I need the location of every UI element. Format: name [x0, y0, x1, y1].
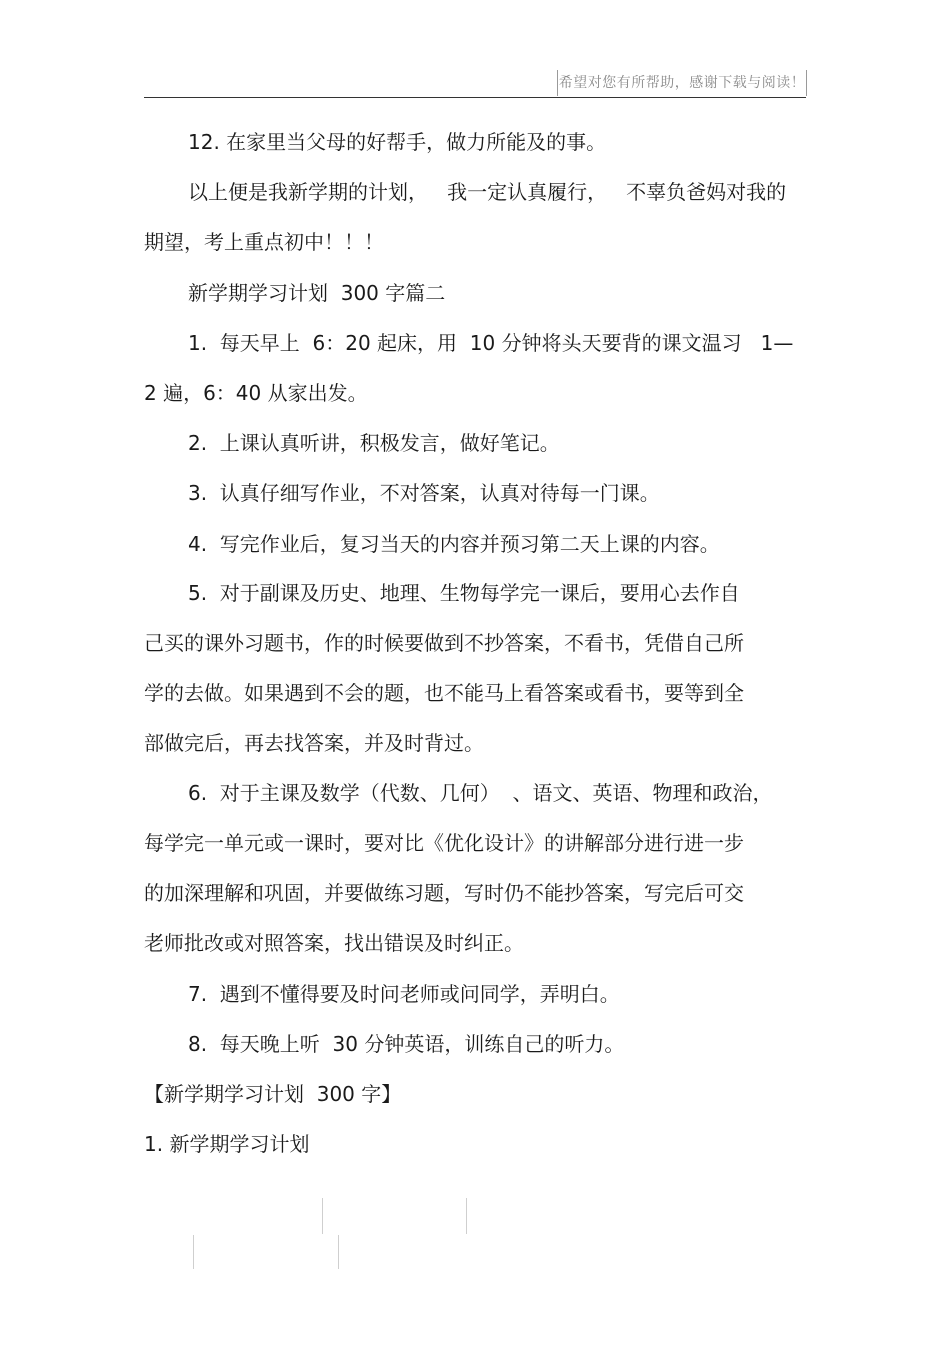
- text-line: 的加深理解和巩固，并要做练习题，写时仍不能抄答案，写完后可交: [144, 881, 744, 905]
- table-border-fragment: [193, 1235, 194, 1269]
- text-line: 【新学期学习计划 300 字】: [144, 1082, 402, 1106]
- text-line: 6. 对于主课及数学（代数、几何） 、语文、英语、物理和政治，: [188, 781, 773, 805]
- text-line: 5. 对于副课及历史、地理、生物每学完一课后，要用心去作自: [188, 581, 740, 605]
- text-line: 部做完后，再去找答案，并及时背过。: [144, 731, 484, 755]
- text-line: 己买的课外习题书，作的时候要做到不抄答案，不看书，凭借自己所: [144, 631, 744, 655]
- text-line: 4. 写完作业后，复习当天的内容并预习第二天上课的内容。: [188, 532, 720, 556]
- text-line: 老师批改或对照答案，找出错误及时纠正。: [144, 931, 524, 955]
- text-line: 1. 每天早上 6：20 起床，用 10 分钟将头天要背的课文温习 1—: [188, 331, 794, 355]
- text-line: 2. 上课认真听讲，积极发言，做好笔记。: [188, 431, 560, 455]
- text-line: 学的去做。如果遇到不会的题，也不能马上看答案或看书，要等到全: [144, 681, 744, 705]
- text-line: 每学完一单元或一课时，要对比《优化设计》的讲解部分进行进一步: [144, 831, 744, 855]
- text-line: 12. 在家里当父母的好帮手，做力所能及的事。: [188, 130, 607, 154]
- table-border-fragment: [322, 1198, 323, 1234]
- text-line: 7. 遇到不懂得要及时问老师或问同学，弄明白。: [188, 982, 620, 1006]
- header-divider: [144, 97, 806, 98]
- text-line: 1. 新学期学习计划: [144, 1132, 310, 1156]
- table-border-fragment: [466, 1198, 467, 1234]
- text-line: 2 遍，6：40 从家出发。: [144, 381, 368, 405]
- text-line: 8. 每天晚上听 30 分钟英语，训练自己的听力。: [188, 1032, 625, 1056]
- text-line: 期望，考上重点初中！！！: [144, 230, 384, 254]
- text-line: 3. 认真仔细写作业，不对答案，认真对待每一门课。: [188, 481, 660, 505]
- table-border-fragment: [338, 1235, 339, 1269]
- text-line: 新学期学习计划 300 字篇二: [188, 281, 446, 305]
- header-note: 希望对您有所帮助，感谢下载与阅读！: [557, 70, 807, 96]
- text-line: 以上便是我新学期的计划， 我一定认真履行， 不辜负爸妈对我的: [188, 180, 787, 204]
